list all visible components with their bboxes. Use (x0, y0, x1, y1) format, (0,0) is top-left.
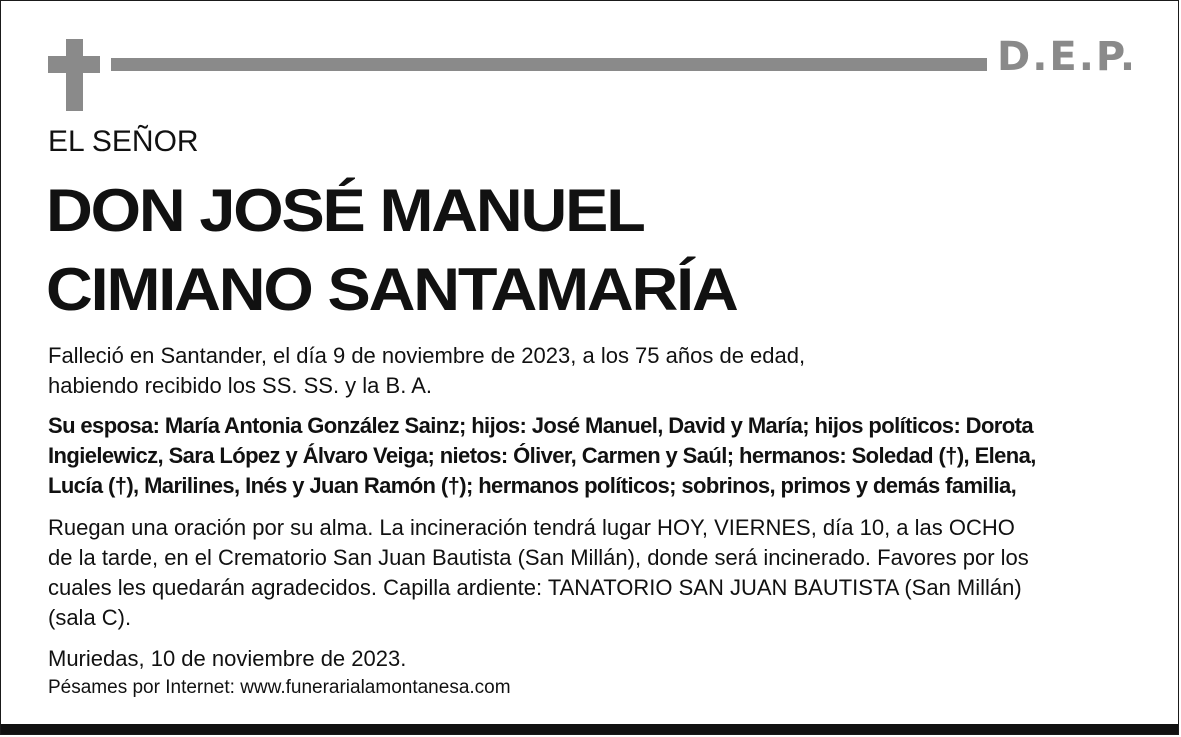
ceremony-details (48, 513, 1138, 633)
cross-vertical-bar (66, 39, 83, 111)
condolences-link-text: Pésames por Internet: www.funerarialamontanesa.com (48, 677, 511, 698)
deceased-name-line-1: DON JOSÉ MANUEL (46, 177, 644, 244)
ceremony-line: de la tarde, en el Crematorio San Juan Bautista (San Millán), donde será incinerado. Favores por los (48, 545, 1029, 570)
ceremony-line: Ruegan una oración por su alma. La incineración tendrá lugar HOY, VIERNES, día 10, a las OCHO (48, 515, 1015, 540)
cross-horizontal-bar (48, 56, 100, 73)
ceremony-line: (sala C). (48, 605, 132, 630)
honorific-prefix: EL SEÑOR (48, 125, 199, 158)
ceremony-line: cuales les quedarán agradecidos. Capilla ardiente: TANATORIO SAN JUAN BAUTISTA (San Millán) (48, 575, 1022, 600)
dep-label: D.E.P. (997, 34, 1138, 80)
place-date (48, 644, 1138, 674)
death-line: Falleció en Santander, el día 9 de noviembre de 2023, a los 75 años de edad, (48, 343, 806, 368)
family-line: Ingielewicz, Sara López y Álvaro Veiga; nietos: Óliver, Carmen y Saúl; hermanos: Soledad (†), Elena, (48, 443, 1036, 468)
family-line: Lucía (†), Marilines, Inés y Juan Ramón (†); hermanos políticos; sobrinos, primos y demás familia, (48, 473, 1017, 498)
family-line: Su esposa: María Antonia González Sainz; hijos: José Manuel, David y María; hijos políticos: Dorota (48, 413, 1033, 438)
death-line: habiendo recibido los SS. SS. y la B. A. (48, 373, 433, 398)
bottom-border-bar (1, 724, 1178, 734)
header-rule (111, 58, 987, 71)
deceased-name-line-2: CIMIANO SANTAMARÍA (46, 256, 737, 323)
place-date-text: Muriedas, 10 de noviembre de 2023. (48, 646, 407, 671)
family-list (48, 411, 1138, 501)
death-statement (48, 341, 1138, 401)
